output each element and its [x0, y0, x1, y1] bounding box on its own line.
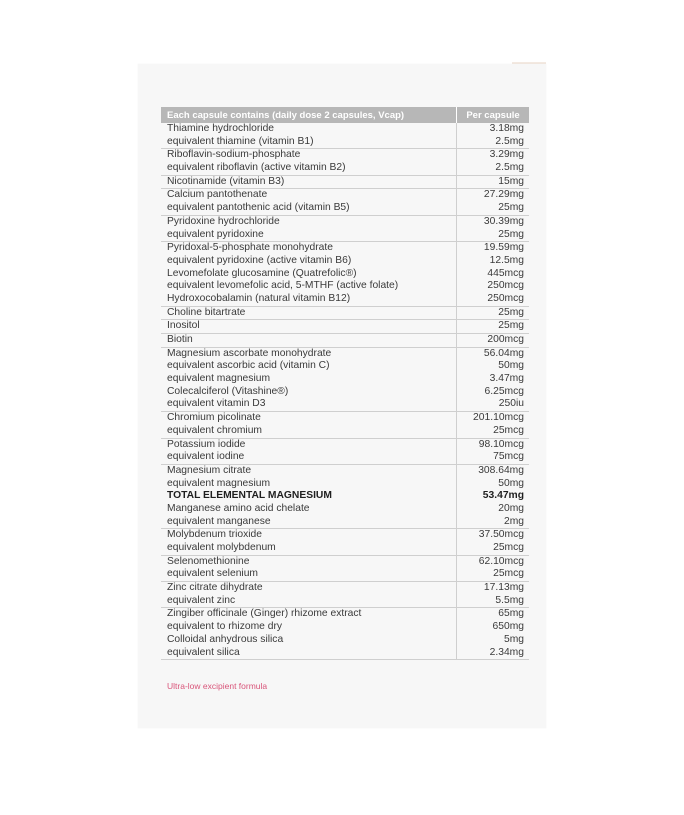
ingredient-amount: 2.5mg: [495, 162, 524, 174]
ingredient-amount: 2.34mg: [489, 646, 524, 658]
ingredient-name: Chromium picolinate: [167, 412, 261, 424]
ingredient-amount: 65mg: [498, 608, 524, 620]
nutrition-table: [161, 107, 529, 660]
amount-cell: [457, 149, 529, 174]
amount-cell: [457, 556, 529, 581]
ingredient-name: equivalent chromium: [167, 424, 263, 436]
ingredient-name: equivalent thiamine (vitamin B1): [167, 135, 314, 147]
ingredient-name: Zinc citrate dihydrate: [167, 582, 263, 594]
amount-cell: [457, 334, 529, 347]
ingredient-amount: 50mg: [498, 360, 524, 372]
ingredient-name: equivalent ascorbic acid (vitamin C): [167, 360, 330, 372]
ingredient-name: equivalent zinc: [167, 594, 236, 606]
table-row: [161, 242, 529, 306]
ingredient-cell: [161, 608, 457, 659]
ingredient-amount: 3.47mg: [489, 373, 524, 385]
amount-cell: [457, 608, 529, 659]
table-row: [161, 334, 529, 348]
table-row: [161, 149, 529, 175]
ingredient-cell: [161, 529, 457, 554]
ingredient-amount: 75mcg: [493, 451, 524, 463]
amount-cell: [457, 189, 529, 214]
ingredient-amount: 3.29mg: [489, 149, 524, 161]
ingredient-amount: 2.5mg: [495, 135, 524, 147]
ingredient-cell: [161, 307, 457, 320]
amount-cell: [457, 307, 529, 320]
ingredient-name: equivalent vitamin D3: [167, 398, 266, 410]
ingredient-amount: 17.13mg: [483, 582, 524, 594]
ingredient-amount: 250iu: [498, 398, 524, 410]
ingredient-name: equivalent pyridoxine (active vitamin B6): [167, 254, 352, 266]
table-row: [161, 582, 529, 608]
ingredient-amount: 12.5mg: [489, 254, 524, 266]
ingredient-name: equivalent silica: [167, 646, 240, 658]
ingredient-cell: [161, 320, 457, 333]
ingredient-amount: 30.39mg: [483, 215, 524, 227]
table-row: [161, 189, 529, 215]
ingredient-name: Levomefolate glucosamine (Quatrefolic®): [167, 267, 357, 279]
amount-cell: [457, 529, 529, 554]
ingredient-name: TOTAL ELEMENTAL MAGNESIUM: [167, 490, 332, 502]
ingredient-name: Colecalciferol (Vitashine®): [167, 385, 289, 397]
ingredient-name: equivalent manganese: [167, 515, 271, 527]
ingredient-name: Magnesium citrate: [167, 464, 252, 476]
table-row: [161, 439, 529, 465]
ingredient-cell: [161, 176, 457, 189]
ingredient-amount: 25mcg: [493, 424, 524, 436]
table-row: [161, 529, 529, 555]
ingredient-name: equivalent pyridoxine: [167, 228, 264, 240]
ingredient-name: equivalent magnesium: [167, 477, 271, 489]
header-ingredients: Each capsule contains (daily dose 2 capsules, Vcap): [167, 109, 405, 121]
amount-cell: [457, 320, 529, 333]
ingredient-amount: 200mcg: [487, 334, 524, 345]
ingredient-amount: 62.10mcg: [478, 555, 524, 567]
table-row: [161, 348, 529, 412]
ingredient-amount: 201.10mcg: [473, 412, 524, 424]
ingredient-amount: 25mcg: [493, 542, 524, 553]
ingredient-name: equivalent molybdenum: [167, 542, 276, 553]
ingredient-name: Selenomethionine: [167, 555, 250, 567]
table-row: [161, 608, 529, 660]
ingredient-cell: [161, 189, 457, 214]
ingredient-cell: [161, 242, 457, 305]
ingredient-name: equivalent levomefolic acid, 5-MTHF (active folate): [167, 280, 399, 292]
ingredient-cell: [161, 216, 457, 241]
ingredient-name: equivalent iodine: [167, 451, 245, 463]
ingredient-amount: 25mg: [498, 202, 524, 214]
amount-cell: [457, 123, 529, 148]
ingredient-name: equivalent riboflavin (active vitamin B2): [167, 162, 346, 174]
ingredient-amount: 37.50mcg: [478, 529, 524, 541]
ingredient-name: equivalent magnesium: [167, 373, 271, 385]
ingredient-name: Zingiber officinale (Ginger) rhizome extract: [167, 608, 362, 620]
ingredient-name: equivalent selenium: [167, 568, 259, 580]
ingredient-name: equivalent to rhizome dry: [167, 621, 283, 633]
header-per-capsule: Per capsule: [456, 107, 529, 123]
ingredient-amount: 250mcg: [487, 292, 524, 304]
ingredient-name: Choline bitartrate: [167, 306, 246, 318]
ingredient-amount: 50mg: [498, 477, 524, 489]
amount-cell: [457, 242, 529, 305]
ingredient-name: Hydroxocobalamin (natural vitamin B12): [167, 292, 351, 304]
ingredient-name: equivalent pantothenic acid (vitamin B5): [167, 202, 350, 214]
amount-cell: [457, 348, 529, 411]
ingredient-name: Pyridoxal-5-phosphate monohydrate: [167, 242, 333, 254]
ingredient-amount: 5.5mg: [495, 594, 524, 606]
ingredient-name: Colloidal anhydrous silica: [167, 633, 284, 645]
table-row: [161, 307, 529, 321]
ingredient-amount: 56.04mg: [483, 347, 524, 359]
ingredient-amount: 25mg: [498, 228, 524, 240]
ingredient-amount: 25mg: [498, 320, 524, 332]
table-body: [161, 123, 529, 660]
ingredient-cell: [161, 439, 457, 464]
ingredient-amount: 53.47mg: [482, 490, 524, 502]
amount-cell: [457, 439, 529, 464]
table-row: [161, 320, 529, 334]
amount-cell: [457, 412, 529, 437]
ingredient-amount: 25mcg: [493, 568, 524, 580]
ingredient-name: Nicotinamide (vitamin B3): [167, 175, 285, 187]
ingredient-name: Molybdenum trioxide: [167, 529, 263, 541]
table-header: [161, 107, 529, 123]
ingredient-amount: 15mg: [498, 175, 524, 187]
table-row: [161, 176, 529, 190]
ingredient-amount: 6.25mcg: [484, 385, 524, 397]
ingredient-amount: 98.10mcg: [478, 438, 524, 450]
table-row: [161, 412, 529, 438]
ingredient-name: Thiamine hydrochloride: [167, 123, 275, 134]
ingredient-name: Manganese amino acid chelate: [167, 502, 310, 514]
ingredient-amount: 250mcg: [487, 280, 524, 292]
ingredient-name: Biotin: [167, 334, 193, 345]
table-row: [161, 216, 529, 242]
ingredient-amount: 19.59mg: [483, 242, 524, 254]
ingredient-amount: 2mg: [503, 515, 524, 527]
amount-cell: [457, 216, 529, 241]
amount-cell: [457, 465, 529, 528]
ingredient-name: Inositol: [167, 320, 200, 332]
ingredient-cell: [161, 465, 457, 528]
table-row: [161, 465, 529, 529]
footnote: Ultra-low excipient formula: [167, 681, 268, 691]
ingredient-name: Magnesium ascorbate monohydrate: [167, 347, 332, 359]
table-row: [161, 556, 529, 582]
ingredient-name: Potassium iodide: [167, 438, 246, 450]
ingredient-cell: [161, 582, 457, 607]
ingredient-cell: [161, 149, 457, 174]
ingredient-cell: [161, 412, 457, 437]
ingredient-cell: [161, 334, 457, 347]
ingredient-amount: 650mg: [492, 621, 524, 633]
ingredient-amount: 20mg: [498, 502, 524, 514]
ingredient-amount: 25mg: [498, 306, 524, 318]
ingredient-name: Calcium pantothenate: [167, 189, 268, 201]
amount-cell: [457, 582, 529, 607]
label-card: [138, 64, 546, 728]
ingredient-amount: 445mcg: [487, 267, 524, 279]
ingredient-name: Riboflavin-sodium-phosphate: [167, 149, 301, 161]
ingredient-cell: [161, 348, 457, 411]
ingredient-amount: 5mg: [503, 633, 524, 645]
ingredient-amount: 3.18mg: [489, 123, 524, 134]
ingredient-amount: 27.29mg: [483, 189, 524, 201]
ingredient-cell: [161, 123, 457, 148]
table-row: [161, 123, 529, 149]
ingredient-amount: 308.64mg: [478, 464, 524, 476]
ingredient-name: Pyridoxine hydrochloride: [167, 215, 280, 227]
ingredient-cell: [161, 556, 457, 581]
amount-cell: [457, 176, 529, 189]
